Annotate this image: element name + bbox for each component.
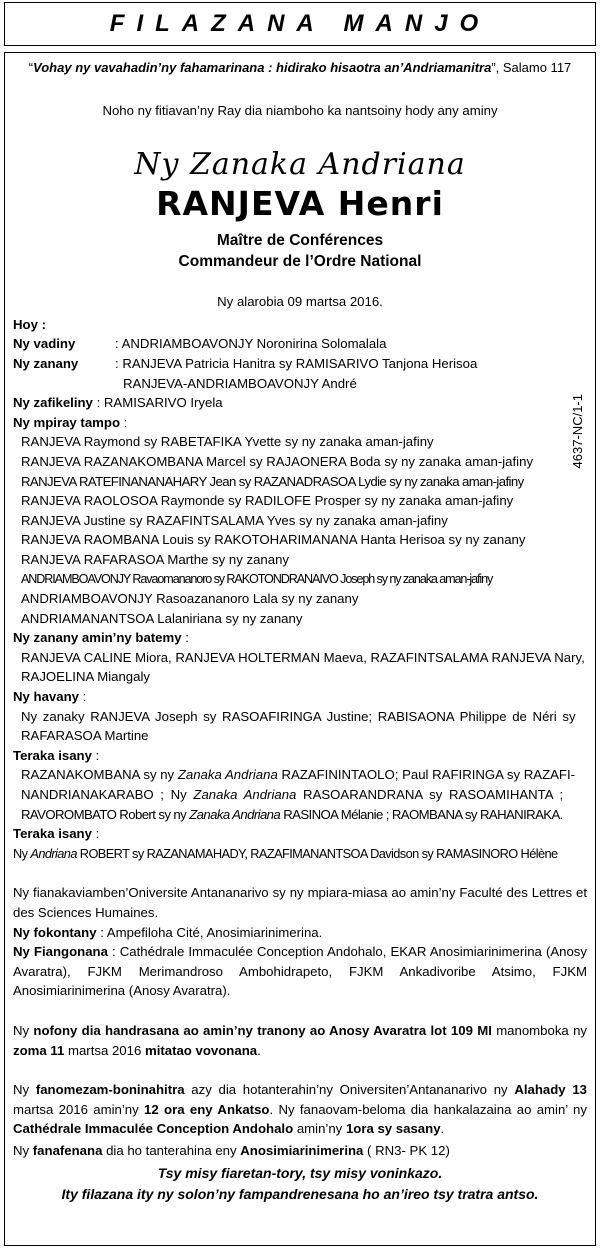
godchildren-label: Ny zanany amin’ny batemy — [13, 630, 182, 646]
born-text-part: RAVOROMBATO Robert sy ny — [21, 806, 190, 822]
wake-text-bold: zoma 11 — [13, 1042, 65, 1058]
born-heading-1 — [13, 746, 587, 766]
children-label: Ny zanany — [13, 355, 79, 371]
grandchildren-row — [13, 393, 587, 413]
closing-line-1: Tsy misy fiaretan-tory, tsy misy voninkazo. — [157, 1164, 443, 1181]
title-line-2: Commandeur de l’Ordre National — [178, 253, 422, 271]
fokontany-row — [13, 923, 587, 943]
grandchildren-value: : RAMISARIVO Iryela — [92, 395, 223, 411]
sibling-line: ANDRIAMBOAVONJY Ravaomananoro sy RAKOTONDRANAIVO Joseph sy ny zanaka aman-jafiny — [21, 571, 493, 586]
sibling-line: RANJEVA RAOLOSOA Raymonde sy RADILOFE Prosper sy ny zanaka aman-jafiny — [21, 493, 514, 509]
bible-verse — [13, 58, 587, 78]
children-value — [115, 354, 477, 393]
churches-paragraph — [13, 942, 587, 1001]
sibling-line: ANDRIAMANANTSOA Lalaniriana sy ny zanany — [21, 610, 303, 626]
closing-line-2: Ity filazana ity ny solon’ny fampandrenesana ho an’ireo tsy tratra antso. — [61, 1186, 539, 1203]
wake-text-bold: mitatao vovonana — [144, 1042, 258, 1058]
relatives-line-1: Ny zanaky RANJEVA Joseph sy RASOAFIRINGA Justine; RABISAONA Philippe de Néri sy — [21, 708, 576, 724]
sibling-line: RANJEVA RAOMBANA Louis sy RAKOTOHARIMANANA Hanta Herisoa sy ny zanany — [21, 532, 526, 548]
burial-text: dia ho tanterahina eny — [102, 1142, 241, 1158]
verse-reference: ”, Salamo 117 — [491, 60, 572, 75]
title-line-1: Maître de Conférences — [216, 232, 384, 250]
wake-text: . — [257, 1042, 261, 1058]
relatives-colon: : — [78, 689, 87, 705]
born-text-part: RAZANAKOMBANA sy ny — [21, 767, 178, 783]
born-text-italic: Andriana — [30, 845, 77, 861]
verse-text: Vohay ny vavahadin’ny fahamarinana : hidirako hisaotra an’Andriamanitra — [33, 60, 492, 75]
honors-text: . Ny fanaovam-beloma dia hankalazaina ao amin’ ny — [269, 1101, 587, 1117]
honors-text-bold: 1ora sy sasany — [345, 1121, 441, 1137]
relatives-line-2: RAFARASOA Martine — [21, 728, 149, 744]
verse-open-quote: “ — [28, 60, 34, 75]
reference-code: 4637-NC/1-1 — [570, 394, 586, 469]
born-line — [21, 785, 587, 805]
honors-text-bold: Cathédrale Immaculée Conception Andohalo — [13, 1121, 294, 1137]
born-text-2 — [13, 844, 587, 864]
godchildren-list — [13, 648, 587, 687]
born-label-1: Teraka isany — [13, 747, 92, 763]
fokontany-value: : Ampefiloha Cité, Anosimiarinimerina. — [96, 924, 323, 940]
honors-text: amin’ny — [293, 1121, 346, 1137]
honors-text-bold: fanomezam-boninahitra — [35, 1082, 185, 1098]
relatives-list — [13, 707, 587, 746]
born-text-part: RAZAFININTAOLO; Paul RAFIRINGA sy RAZAFI- — [277, 767, 576, 783]
wake-paragraph — [13, 1021, 587, 1060]
honors-text: Ny — [13, 1082, 36, 1098]
relatives-heading — [13, 687, 587, 707]
born-text-part: NANDRIANAKARABO ; Ny — [21, 787, 194, 803]
sibling-line: RANJEVA RAZANAKOMBANA Marcel sy RAJAONERA Boda sy ny zanaka aman-jafiny — [21, 453, 534, 469]
born-line — [21, 765, 587, 785]
spouse-row — [13, 334, 587, 354]
godchildren-heading — [13, 628, 587, 648]
burial-paragraph — [13, 1141, 587, 1161]
born-text-italic: Zanaka Andriana — [177, 767, 278, 783]
born-colon-2: : — [91, 826, 100, 842]
wake-text: martsa 2016 — [64, 1042, 145, 1058]
born-label-2: Teraka isany — [13, 826, 92, 842]
siblings-colon: : — [120, 414, 128, 430]
fokontany-label: Ny fokontany — [13, 924, 97, 940]
born-text-italic: Zanaka Andriana — [189, 806, 281, 822]
university-paragraph: Ny fianakaviamben’Oniversite Antananarivo sy ny mpiara-miasa ao amin’ny Faculté des Lettres et des Sciences Humaines. — [13, 885, 587, 920]
sibling-line: ANDRIAMBOAVONJY Rasoazananoro Lala sy ny zanany — [21, 591, 359, 607]
siblings-label: Ny mpiray tampo — [13, 414, 120, 430]
deceased-name: RANJEVA Henri — [156, 184, 444, 224]
honors-text: azy dia hotanterahin’ny Oniversiten’Antananarivo ny — [184, 1082, 515, 1098]
wake-text: manomboka ny — [491, 1022, 587, 1038]
born-text-italic: Zanaka Andriana — [193, 787, 297, 803]
children-line-1: : RANJEVA Patricia Hanitra sy RAMISARIVO Tanjona Herisoa — [115, 355, 478, 371]
burial-text: Ny — [13, 1142, 33, 1158]
obituary-content — [4, 46, 596, 1205]
honors-text: . — [440, 1121, 445, 1137]
burial-text: ( RN3- PK 12) — [363, 1142, 450, 1158]
sibling-line: RANJEVA Raymond sy RABETAFIKA Yvette sy ny zanaka aman-jafiny — [21, 434, 434, 450]
born-line — [21, 805, 587, 825]
honors-text: martsa 2016 amin’ny — [13, 1101, 145, 1117]
godchildren-line-1: RANJEVA CALINE Miora, RANJEVA HOLTERMAN Maeva, RAZAFINTSALAMA RANJEVA Nary, — [21, 649, 585, 665]
born-text-part: RASINOA Mélanie ; RAOMBANA sy RAHANIRAKA. — [280, 806, 563, 822]
burial-text-bold: Anosimiarinimerina — [240, 1142, 364, 1158]
wake-text-bold: nofony dia handrasana ao amin’ny tranony ao Anosy Avaratra lot 109 MI — [33, 1022, 492, 1038]
churches-label: Ny Fiangonana — [13, 944, 108, 960]
wake-text: Ny — [13, 1022, 34, 1038]
churches-value: : Cathédrale Immaculée Conception Andohalo, EKAR Anosimiarinimerina (Anosy Avaratra), FJKM Merimandroso Ambohidrapeto, FJKM Ankadivoribe Atsimo, FJKM Anosimiarinimerina (Anosy Avaratra). — [13, 944, 587, 999]
death-date: Ny alarobia 09 martsa 2016. — [217, 294, 383, 310]
children-row — [13, 354, 587, 393]
godchildren-line-2: RAJOELINA Miangaly — [21, 669, 150, 685]
spouse-value: : ANDRIAMBOAVONJY Noronirina Solomalala — [115, 336, 387, 352]
honors-text-bold: Alahady 13 — [514, 1082, 588, 1098]
born-text-part: ROBERT sy RAZANAMAHADY, RAZAFIMANANTSOA Davidson sy RAMASINORO Hélène — [76, 845, 558, 861]
born-text-part: RASOARANDRANA sy RASOAMIHANTA ; — [296, 787, 564, 803]
honors-paragraph — [13, 1080, 587, 1139]
children-line-2: RANJEVA-ANDRIAMBOAVONJY André — [123, 375, 357, 391]
born-colon-1: : — [91, 747, 100, 763]
siblings-heading — [13, 413, 587, 433]
siblings-list — [13, 432, 587, 628]
hoy-label: Hoy : — [13, 316, 46, 332]
burial-text-bold: fanafenana — [32, 1142, 103, 1158]
sibling-line: RANJEVA RAFARASOA Marthe sy ny zanany — [21, 551, 290, 567]
grandchildren-label: Ny zafikeliny — [13, 395, 93, 411]
honors-text-bold: 12 ora eny Ankatso — [144, 1101, 270, 1117]
born-text-1 — [13, 765, 587, 824]
deceased-titles — [13, 230, 587, 272]
relatives-label: Ny havany — [13, 689, 79, 705]
script-heading: Ny Zanaka Andriana — [134, 147, 466, 183]
spouse-label: Ny vadiny — [13, 336, 76, 352]
sibling-line: RANJEVA RATEFINANANAHARY Jean sy RAZANADRASOA Lydie sy ny zanaka aman-jafiny — [21, 473, 524, 489]
born-heading-2 — [13, 824, 587, 844]
intro-line: Noho ny fitiavan’ny Ray dia niamboho ka nantsoiny hody any aminy — [102, 102, 498, 118]
sibling-line: RANJEVA Justine sy RAZAFINTSALAMA Yves sy ny zanaka aman-jafiny — [21, 512, 448, 528]
born-text-part: Ny — [13, 845, 31, 861]
godchildren-colon: : — [181, 630, 189, 646]
banner-title: FILAZANA MANJO — [4, 2, 596, 46]
family-section — [13, 315, 587, 1205]
